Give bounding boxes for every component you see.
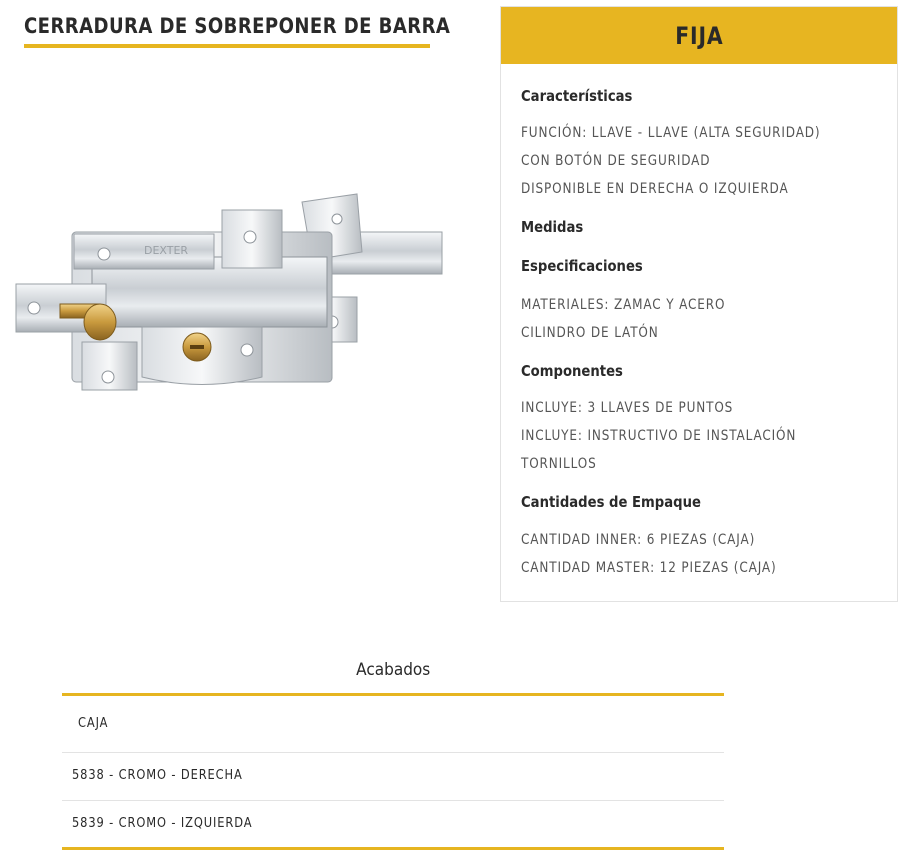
- finishes-title-label: Acabados: [355, 660, 431, 680]
- product-image: [12, 192, 462, 407]
- spec-line: FUNCIÓN: LLAVE - LLAVE (ALTA SEGURIDAD): [521, 125, 821, 141]
- spec-line: INCLUYE: INSTRUCTIVO DE INSTALACIÓN: [521, 428, 797, 444]
- spec-line: CANTIDAD MASTER: 12 PIEZAS (CAJA): [521, 560, 777, 576]
- brand-engraving: DEXTER: [144, 244, 189, 257]
- spec-line: MATERIALES: ZAMAC Y ACERO: [521, 297, 726, 313]
- table-row: [62, 768, 734, 783]
- finishes-header-label: CAJA: [78, 716, 109, 731]
- componentes-heading: Componentes: [521, 362, 623, 380]
- spec-header: [501, 7, 897, 64]
- spec-line: TORNILLOS: [521, 456, 597, 472]
- spec-line: CANTIDAD INNER: 6 PIEZAS (CAJA): [521, 532, 756, 548]
- finishes-header: [62, 716, 740, 731]
- finishes-bottom-rule: [62, 847, 724, 850]
- title-underline: [24, 44, 430, 48]
- caracteristicas-heading: Características: [521, 87, 633, 105]
- finishes-top-rule: [62, 693, 724, 696]
- empaque-heading: Cantidades de Empaque: [521, 493, 701, 511]
- finishes-title: [62, 660, 724, 680]
- spec-line: DISPONIBLE EN DERECHA O IZQUIERDA: [521, 181, 789, 197]
- medidas-heading: Medidas: [521, 218, 584, 236]
- spec-line: INCLUYE: 3 LLAVES DE PUNTOS: [521, 400, 734, 416]
- page-title: CERRADURA DE SOBREPONER DE BARRA: [24, 14, 451, 38]
- especificaciones-heading: Especificaciones: [521, 257, 643, 275]
- spec-header-label: FIJA: [674, 21, 724, 50]
- finish-row-label: 5838 - CROMO - DERECHA: [72, 768, 243, 783]
- spec-panel: [500, 6, 898, 602]
- table-row: [62, 816, 734, 831]
- spec-line: CILINDRO DE LATÓN: [521, 325, 659, 341]
- row-divider: [62, 800, 724, 801]
- spec-line: CON BOTÓN DE SEGURIDAD: [521, 153, 711, 169]
- row-divider: [62, 752, 724, 753]
- finish-row-label: 5839 - CROMO - IZQUIERDA: [72, 816, 253, 831]
